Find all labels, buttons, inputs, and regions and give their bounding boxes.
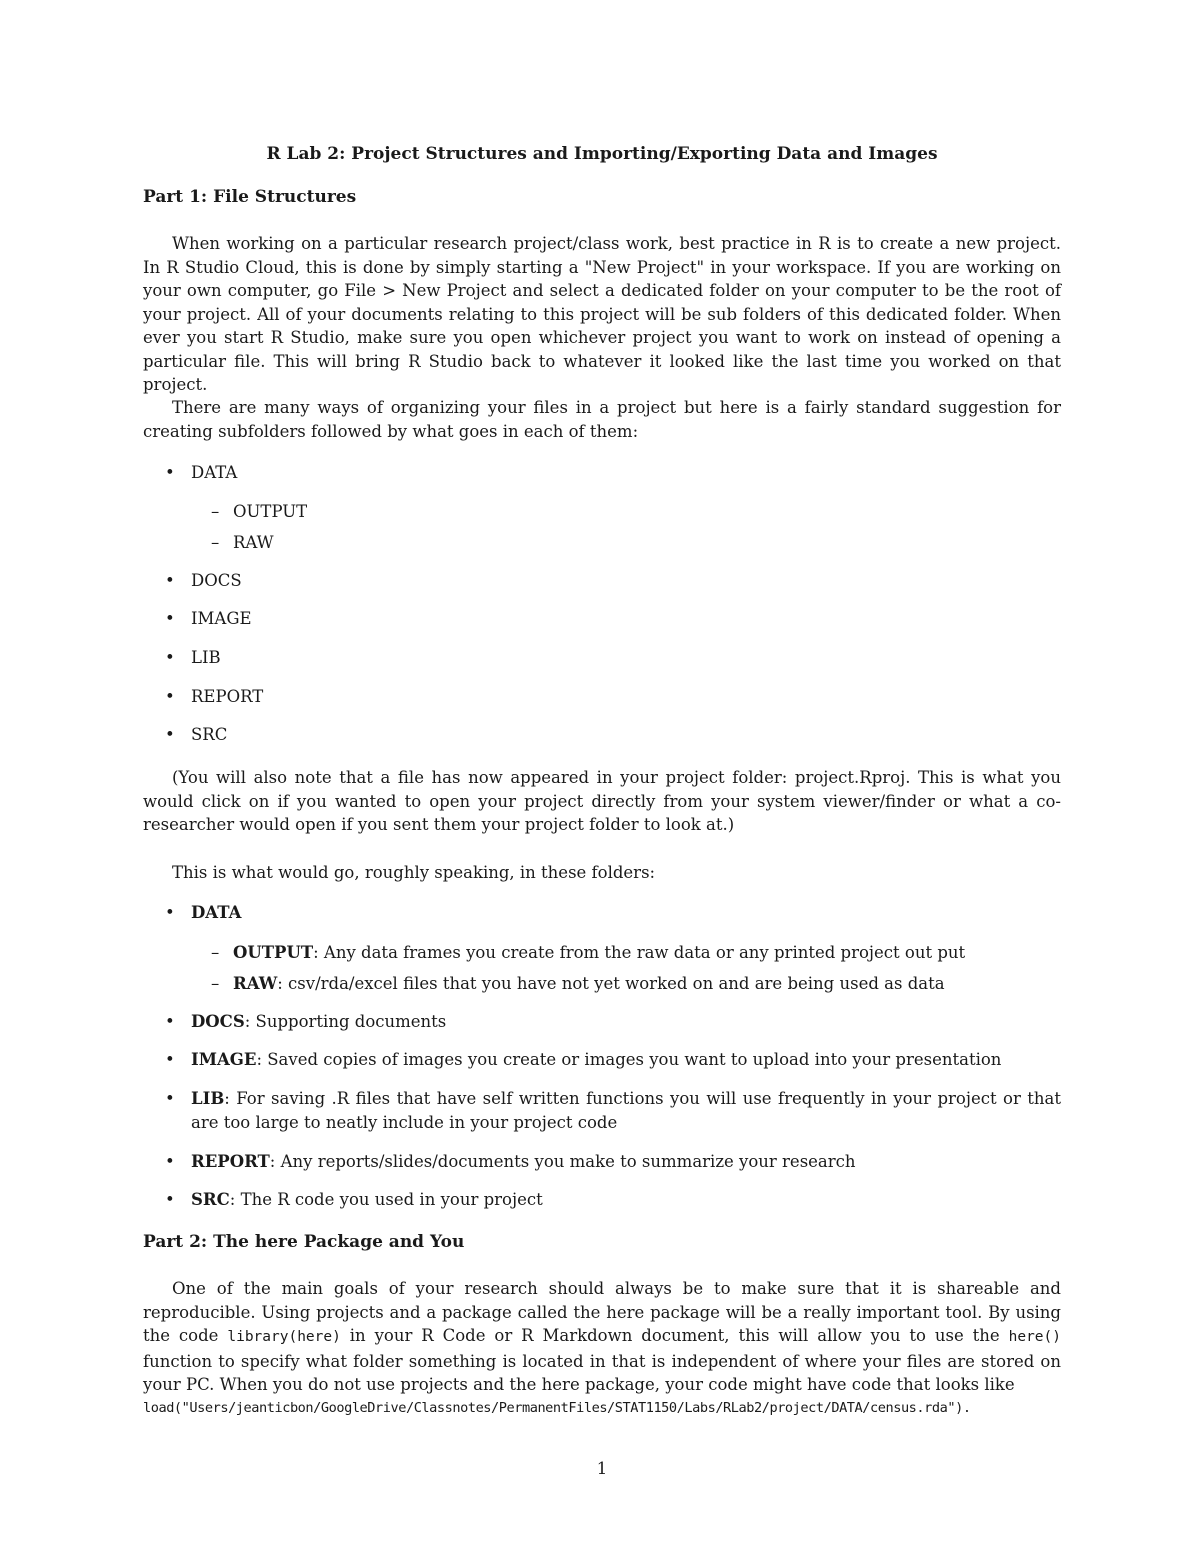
bullet-icon: •: [165, 903, 175, 922]
part1-paragraph-rproj-note: (You will also note that a file has now appeared in your project folder: project.Rproj. This is what you would click on if you wanted to open your project directly from your system viewer/finder or what a co-researcher would open if you sent them your project folder to look at.): [143, 768, 1061, 834]
bullet-icon: •: [165, 1050, 175, 1069]
bullet-icon: •: [165, 687, 175, 706]
bullet-icon: •: [165, 463, 175, 482]
bullet-icon: •: [165, 725, 175, 744]
part1-paragraph-intro: When working on a particular research project/class work, best practice in R is to create a new project. In R Studio Cloud, this is done by simply starting a "New Project" in your workspace. If you are working on your own computer, go File > New Project and select a dedicated folder on your computer to be the root of your project. All of your documents relating to this project will be sub folders of this dedicated folder. When ever you start R Studio, make sure you open whichever project you want to work on instead of opening a particular file. This will bring R Studio back to whatever it looked like the last time you worked on that project.: [143, 234, 1061, 394]
part1-paragraph-folder-contents: This is what would go, roughly speaking, in these folders:: [172, 863, 656, 882]
dash-icon: –: [211, 502, 220, 521]
part1-paragraph-organizing: There are many ways of organizing your files in a project but here is a fairly standard suggestion for creating subfolders followed by what goes in each of them:: [143, 398, 1061, 441]
code-load-example: load("Users/jeanticbon/GoogleDrive/Classnotes/PermanentFiles/STAT1150/Labs/RLab2/project/DATA/census.rda").: [143, 1400, 971, 1416]
part2-heading: Part 2: The here Package and You: [143, 1232, 465, 1252]
bullet-icon: •: [165, 648, 175, 667]
bullet-icon: •: [165, 1089, 175, 1108]
inline-code: here(): [1008, 1329, 1061, 1345]
dash-icon: –: [211, 974, 220, 993]
document-page: R Lab 2: Project Structures and Importing/Exporting Data and Images Part 1: File Structures When working on a particular research project/class work, best practice in R is to create a new project. In R Studio Cloud, this is done by simply starting a "New Project" in your workspace. If you are working on your own computer, go File > New Project and select a dedicated folder on your computer to be the root of your project. All of your documents relating to this project will be sub folders of this dedicated folder. When ever you start R Studio, make sure you open whichever project you want to work on instead of opening a particular file. This will bring R Studio back to whatever it looked like the last time you worked on that project. There are many ways of organizing your files in a project but here is a fairly standard suggestion for creating subfolders followed by what goes in each of them: • DATA – OUTPUT – RAW • DOCS • IMAGE • LIB • REPORT • SRC (You will also note that a file has now appeared in your project folder: project.Rproj. This is what you would click on if you wanted to open your project directly from your system viewer/finder or what a co-researcher would open if you sent them your project folder to look at.) This is what would go, roughly speaking, in these folders: • DATA – OUTPUT: Any data frames you create from the raw data or any printed project out put – RAW: csv/rda/excel files that you have not yet worked on and are being used as data • DOCS: Supporting documents • IMAGE: Saved copies of images you create or images you want to upload into your presentation • LIB: For saving .R files that have self written functions you will use frequently in your project or that are too large to neatly include in your project code • REPORT: Any reports/slides/documents you make to summarize your research • SRC: The R code you used in your project Part 2: The here Package and You One of the main goals of your research should always be to make sure that it is shareable and reproducible. Using projects and a package called the here package will be a really important tool. By using the code library(here) in your R Code or R Markdown document, this will allow you to use the here() function to specify what folder something is located in that is independent of where your files are stored on your PC. When you do not use projects and the here package, your code might have code that looks like load("Users/jeanticbon/GoogleDrive/Classnotes/PermanentFiles/STAT1150/Labs/RLab2/project/DATA/census.rda"). 1: [143, 0, 1061, 1553]
inline-code: library(here): [227, 1329, 341, 1345]
bullet-icon: •: [165, 571, 175, 590]
bullet-icon: •: [165, 1190, 175, 1209]
document-title: R Lab 2: Project Structures and Importing/Exporting Data and Images: [266, 144, 938, 164]
bullet-icon: •: [165, 1152, 175, 1171]
dash-icon: –: [211, 533, 220, 552]
bullet-icon: •: [165, 1012, 175, 1031]
part1-heading: Part 1: File Structures: [143, 187, 357, 207]
part2-paragraph-here-package: One of the main goals of your research should always be to make sure that it is shareable and reproducible. Using projects and a package called the here package will be a really important tool. By using the code library(here) in your R Code or R Markdown document, this will allow you to use the here() function to specify what folder something is located in that is independent of where your files are stored on your PC. When you do not use projects and the here package, your code might have code that looks like: [143, 1279, 1061, 1394]
page-number: 1: [596, 1459, 608, 1478]
bullet-icon: •: [165, 609, 175, 628]
dash-icon: –: [211, 943, 220, 962]
